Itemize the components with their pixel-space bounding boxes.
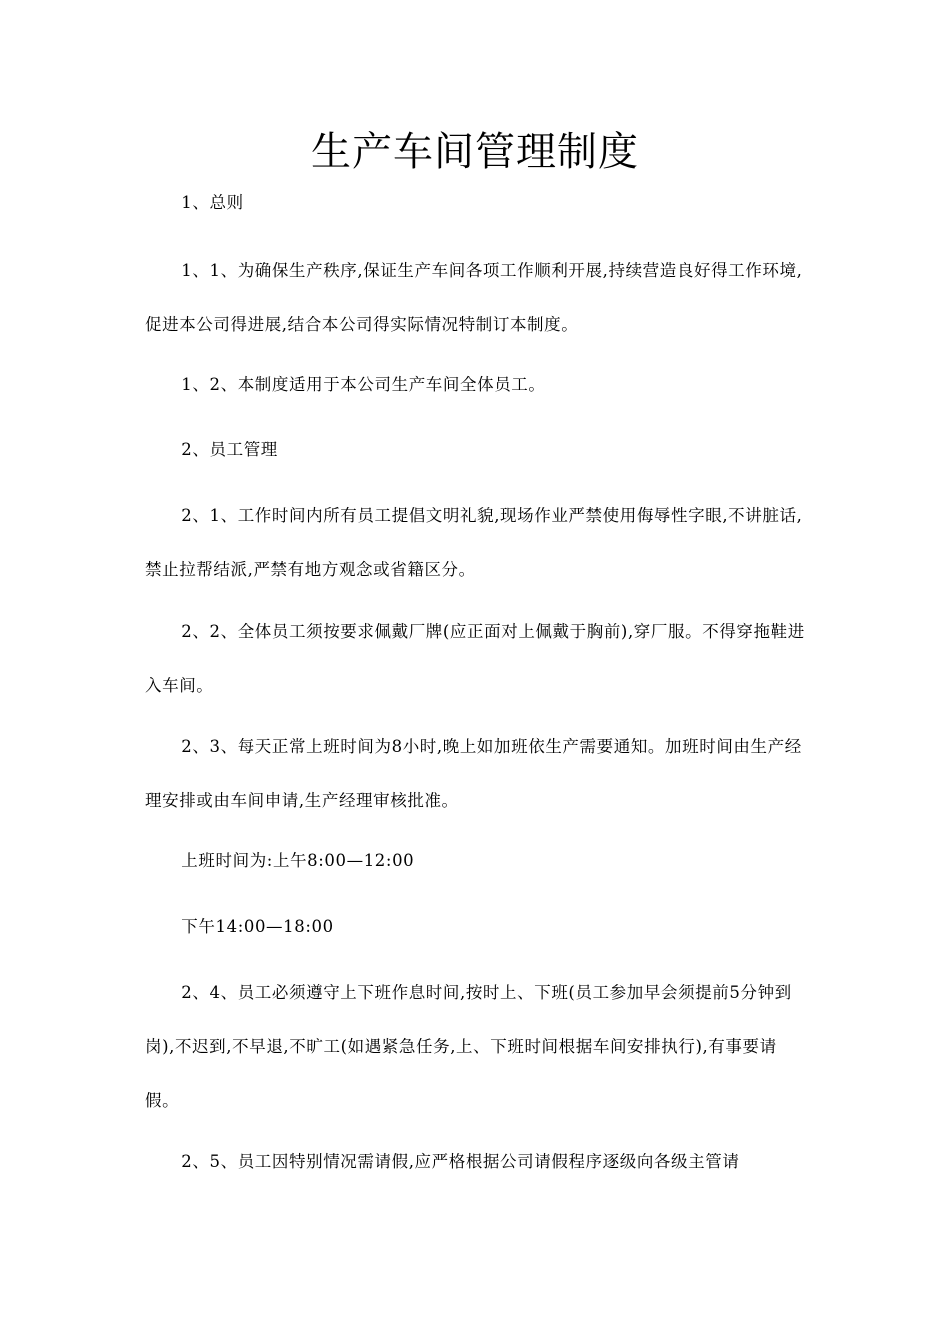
section-heading-staff: 2、员工管理 <box>181 440 278 459</box>
paragraph-2-2: 2、2、全体员工须按要求佩戴厂牌(应正面对上佩戴于胸前),穿厂服。不得穿拖鞋进入车间。 <box>145 622 805 695</box>
paragraph-1-1: 1、1、为确保生产秩序,保证生产车间各项工作顺利开展,持续营造良好得工作环境,促进本公司得进展,结合本公司得实际情况特制订本制度。 <box>145 261 803 334</box>
paragraph-2-1: 2、1、工作时间内所有员工提倡文明礼貌,现场作业严禁使用侮辱性字眼,不讲脏话,禁止拉帮结派,严禁有地方观念或省籍区分。 <box>145 506 803 579</box>
work-hours-afternoon: 下午14:00—18:00 <box>181 917 334 936</box>
section-heading-general: 1、总则 <box>181 193 244 212</box>
paragraph-2-4: 2、4、员工必须遵守上下班作息时间,按时上、下班(员工参加早会须提前5分钟到岗),不迟到,不早退,不旷工(如遇紧急任务,上、下班时间根据车间安排执行),有事要请假。 <box>145 983 792 1110</box>
paragraph-1-2: 1、2、本制度适用于本公司生产车间全体员工。 <box>181 375 546 394</box>
work-hours-morning: 上班时间为:上午8:00—12:00 <box>181 851 415 870</box>
paragraph-2-3: 2、3、每天正常上班时间为8小时,晚上如加班依生产需要通知。加班时间由生产经理安排或由车间申请,生产经理审核批准。 <box>145 737 802 810</box>
document-title: 生产车间管理制度 <box>311 129 639 175</box>
paragraph-2-5: 2、5、员工因特别情况需请假,应严格根据公司请假程序逐级向各级主管请 <box>181 1152 740 1171</box>
